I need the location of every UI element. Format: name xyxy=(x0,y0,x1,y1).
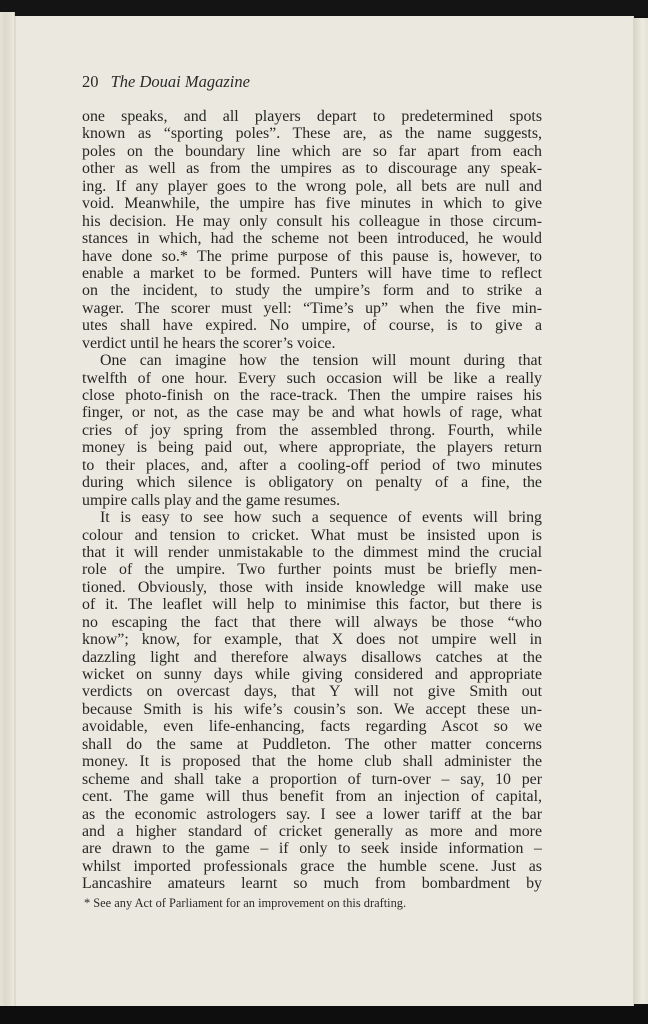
page-number: 20 xyxy=(82,72,99,91)
running-head xyxy=(82,72,250,92)
text-line: tioned. Obviously, those with inside knowledge will make use xyxy=(82,578,542,596)
book-left-page-edge xyxy=(0,12,15,1010)
text-line: cries of joy spring from the assembled throng. Fourth, while xyxy=(82,421,542,439)
text-line: wager. The scorer must yell: “Time’s up” when the five min- xyxy=(82,299,542,317)
text-line: one speaks, and all players depart to predetermined spots xyxy=(82,108,542,125)
text-line: Lancashire amateurs learnt so much from bombardment by xyxy=(82,875,542,893)
text-line: as the economic astrologers say. I see a lower tariff at the bar xyxy=(82,805,542,823)
text-line: whilst imported professionals grace the humble scene. Just as xyxy=(82,857,542,875)
text-line: are drawn to the game – if only to seek inside information – xyxy=(82,840,542,858)
text-line: on the incident, to study the umpire’s form and to strike a xyxy=(82,282,542,300)
text-line: verdict until he hears the scorer’s voice. xyxy=(82,334,336,352)
text-line: utes shall have expired. No umpire, of course, is to give a xyxy=(82,317,542,335)
scan-top-border xyxy=(0,0,648,16)
body-text xyxy=(82,108,542,893)
text-line: because Smith is his wife’s cousin’s son. We accept these un- xyxy=(82,700,542,718)
publication-title: The Douai Magazine xyxy=(110,72,250,91)
book-right-page-edge xyxy=(634,18,648,1004)
text-line: dazzling light and therefore always disallows catches at the xyxy=(82,648,542,666)
text-line: cent. The game will thus benefit from an injection of capital, xyxy=(82,788,542,806)
text-line: poles on the boundary line which are so far apart from each xyxy=(82,142,542,160)
text-line: ing. If any player goes to the wrong pole, all bets are null and xyxy=(82,177,542,195)
text-line: during which silence is obligatory on penalty of a fine, the xyxy=(82,474,542,492)
text-line: close photo-finish on the race-track. Then the umpire raises his xyxy=(82,387,542,404)
text-line: shall do the same at Puddleton. The other matter concerns xyxy=(82,735,542,753)
text-line: other as well as from the umpires as to discourage any speak- xyxy=(82,160,542,178)
text-line: stances in which, had the scheme not been introduced, he would xyxy=(82,230,542,248)
text-line: no escaping the fact that there will always be those “who xyxy=(82,613,542,631)
text-line: that it will render unmistakable to the dimmest mind the crucial xyxy=(82,543,542,561)
text-line: One can imagine how the tension will mount during that xyxy=(100,352,542,370)
text-line: have done so.* The prime purpose of this pause is, however, to xyxy=(82,247,542,265)
text-line: to their places, and, after a cooling-off period of two minutes xyxy=(82,456,542,474)
text-line: role of the umpire. Two further points must be briefly men- xyxy=(82,561,542,579)
text-line: It is easy to see how such a sequence of events will bring xyxy=(100,509,542,527)
text-line: void. Meanwhile, the umpire has five minutes in which to give xyxy=(82,195,542,213)
text-line: and a higher standard of cricket generally as more and more xyxy=(82,822,542,840)
text-line: money. It is proposed that the home club shall administer the xyxy=(82,753,542,771)
text-line: scheme and shall take a proportion of turn-over – say, 10 per xyxy=(82,770,542,788)
text-line: known as “sporting poles”. These are, as the name suggests, xyxy=(82,125,542,143)
text-line: umpire calls play and the game resumes. xyxy=(82,491,341,509)
text-line: enable a market to be formed. Punters will have time to reflect xyxy=(82,264,542,282)
text-line: his decision. He may only consult his colleague in those circum- xyxy=(82,212,542,230)
scan-bottom-border xyxy=(0,1006,648,1024)
text-line: wicket on sunny days while giving considered and appropriate xyxy=(82,666,542,683)
text-line: avoidable, even life-enhancing, facts regarding Ascot so we xyxy=(82,718,542,736)
text-line: of it. The leaflet will help to minimise this factor, but there is xyxy=(82,596,542,614)
footnote: * See any Act of Parliament for an improvement on this drafting. xyxy=(84,896,407,910)
text-line: colour and tension to cricket. What must be insisted upon is xyxy=(82,526,542,544)
text-line: money is being paid out, where appropriate, the players return xyxy=(82,439,542,457)
text-line: twelfth of one hour. Every such occasion will be like a really xyxy=(82,369,542,387)
text-line: finger, or not, as the case may be and what howls of rage, what xyxy=(82,404,542,422)
text-line: verdicts on overcast days, that Y will not give Smith out xyxy=(82,683,542,701)
text-line: know”; know, for example, that X does not umpire well in xyxy=(82,631,542,649)
